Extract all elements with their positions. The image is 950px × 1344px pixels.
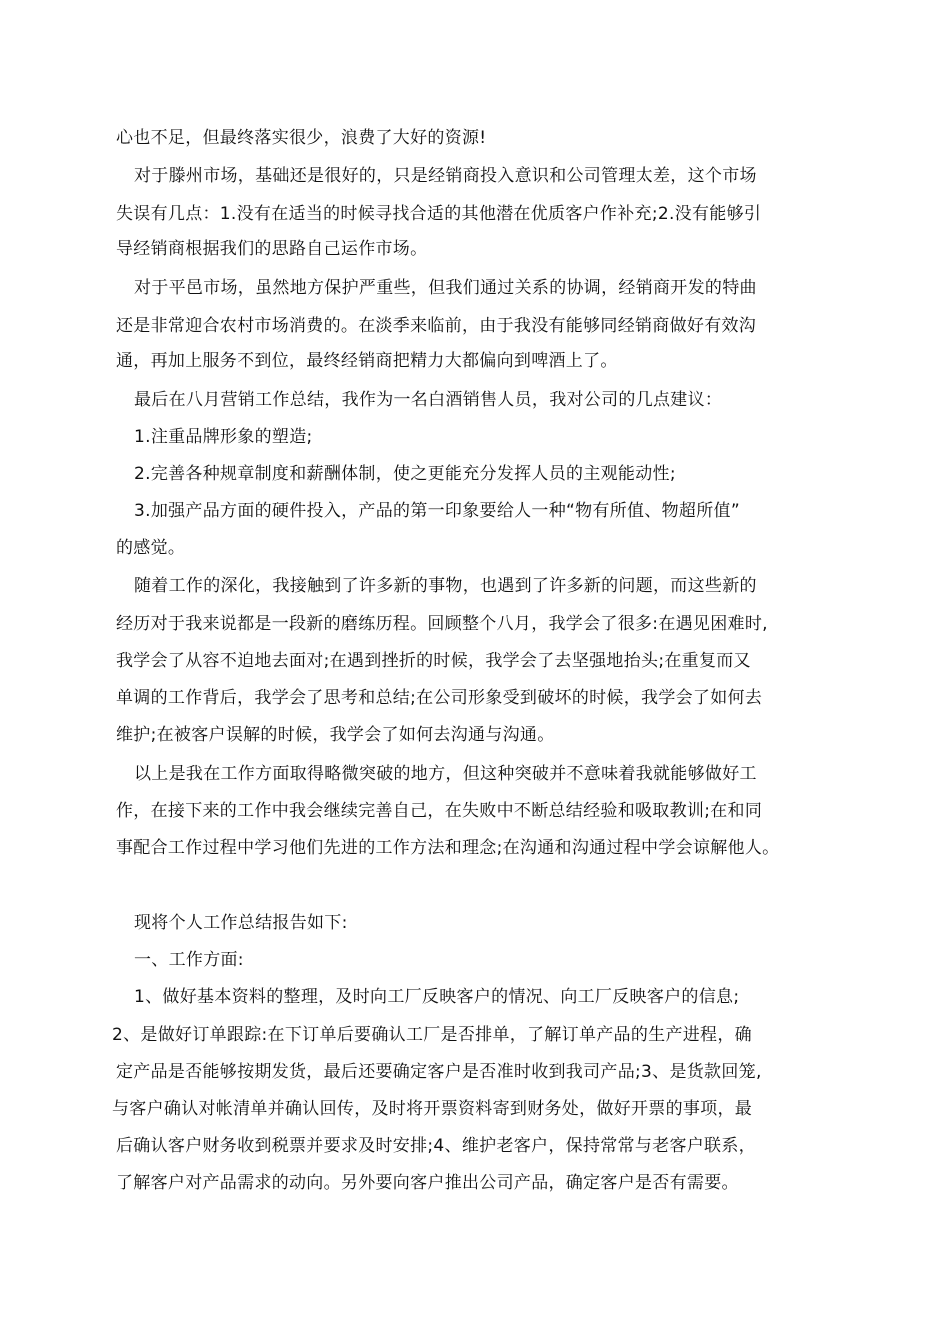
section-intro: 现将个人工作总结报告如下: xyxy=(134,913,348,933)
text-line: 失误有几点：1.没有在适当的时候寻找合适的其他潜在优质客户作补充;2.没有能够引 xyxy=(116,204,762,224)
paragraph-line: 对于平邑市场，虽然地方保护严重些，但我们通过关系的协调，经销商开发的特曲 xyxy=(134,278,757,298)
list-item: 1.注重品牌形象的塑造; xyxy=(134,427,313,447)
text-line: 作，在接下来的工作中我会继续完善自己，在失败中不断总结经验和吸取教训;在和同 xyxy=(116,801,763,821)
paragraph-line: 对于滕州市场，基础还是很好的，只是经销商投入意识和公司管理太差，这个市场 xyxy=(134,166,757,186)
text-line: 了解客户对产品需求的动向。另外要向客户推出公司产品，确定客户是否有需要。 xyxy=(116,1173,739,1193)
section-heading: 一、工作方面: xyxy=(134,950,244,970)
paragraph-line: 以上是我在工作方面取得略微突破的地方，但这种突破并不意味着我就能够做好工 xyxy=(134,764,757,784)
list-item: 3.加强产品方面的硬件投入，产品的第一印象要给人一种“物有所值、物超所值” xyxy=(134,501,740,521)
paragraph-line: 随着工作的深化，我接触到了许多新的事物，也遇到了许多新的问题，而这些新的 xyxy=(134,576,757,596)
text-line: 的感觉。 xyxy=(116,538,186,558)
text-line: 后确认客户财务收到税票并要求及时安排;4、维护老客户，保持常常与老客户联系， xyxy=(116,1136,756,1156)
text-line: 定产品是否能够按期发货，最后还要确定客户是否准时收到我司产品;3、是货款回笼, xyxy=(116,1062,762,1082)
text-line: 导经销商根据我们的思路自己运作市场。 xyxy=(116,239,428,259)
text-line: 2、是做好订单跟踪:在下订单后要确认工厂是否排单，了解订单产品的生产进程，确 xyxy=(112,1025,752,1045)
text-line: 通，再加上服务不到位，最终经销商把精力大都偏向到啤酒上了。 xyxy=(116,351,618,371)
paragraph-line: 最后在八月营销工作总结，我作为一名白酒销售人员，我对公司的几点建议： xyxy=(134,390,723,410)
text-line: 心也不足，但最终落实很少，浪费了大好的资源! xyxy=(116,128,487,148)
text-line: 我学会了从容不迫地去面对;在遇到挫折的时候，我学会了去坚强地抬头;在重复而又 xyxy=(116,651,751,671)
text-line: 经历对于我来说都是一段新的磨练历程。回顾整个八月，我学会了很多:在遇见困难时, xyxy=(116,614,768,634)
text-line: 维护;在被客户误解的时候，我学会了如何去沟通与沟通。 xyxy=(116,725,555,745)
text-line: 事配合工作过程中学习他们先进的工作方法和理念;在沟通和沟通过程中学会谅解他人。 xyxy=(116,838,780,858)
list-item: 2.完善各种规章制度和薪酬体制，使之更能充分发挥人员的主观能动性; xyxy=(134,464,676,484)
text-line: 单调的工作背后，我学会了思考和总结;在公司形象受到破坏的时候，我学会了如何去 xyxy=(116,688,763,708)
text-line: 还是非常迎合农村市场消费的。在淡季来临前，由于我没有能够同经销商做好有效沟 xyxy=(116,316,757,336)
list-item: 1、做好基本资料的整理，及时向工厂反映客户的情况、向工厂反映客户的信息; xyxy=(134,987,740,1007)
text-line: 与客户确认对帐清单并确认回传，及时将开票资料寄到财务处，做好开票的事项，最 xyxy=(112,1099,753,1119)
